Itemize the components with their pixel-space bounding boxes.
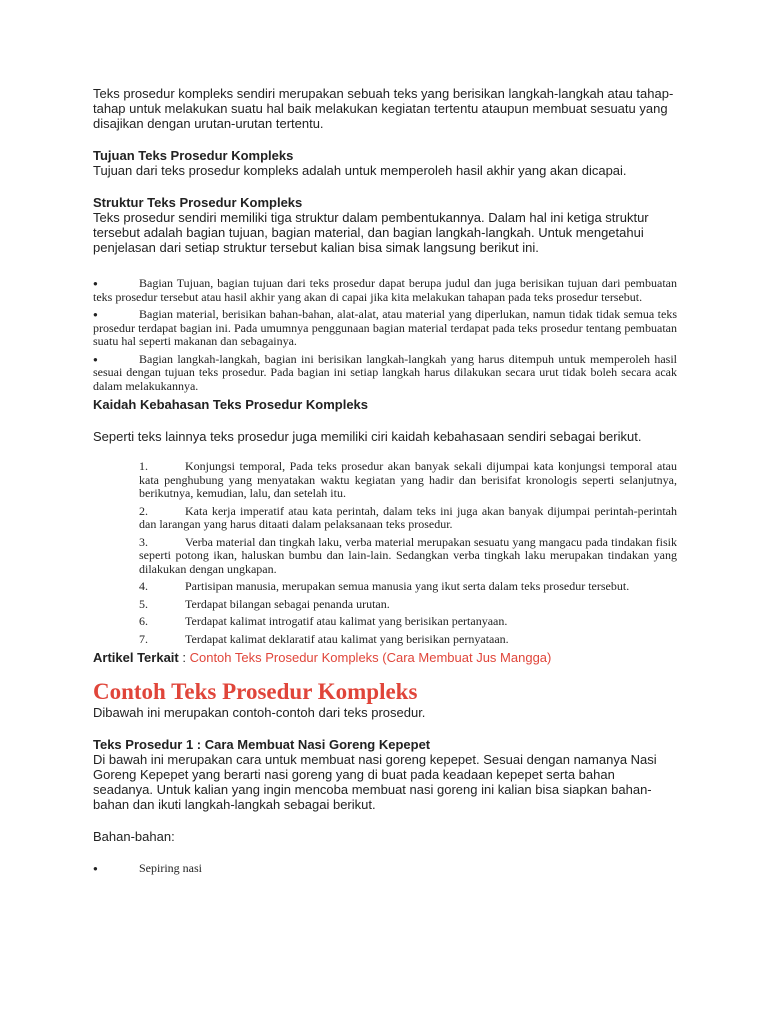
bahan-list <box>93 862 677 876</box>
list-item: 5. Terdapat bilangan sebagai penanda urutan. <box>139 596 390 611</box>
kaidah-numbered-list <box>93 460 677 646</box>
struktur-heading: Struktur Teks Prosedur Kompleks <box>93 195 303 210</box>
struktur-section <box>93 195 677 393</box>
struktur-bullet-list <box>93 277 677 393</box>
struktur-text: Teks prosedur sendiri memiliki tiga struktur dalam pembentukannya. Dalam hal ini ketiga struktur tersebut adalah bagian tujuan, bagian material, dan bagian langkah-langkah. Untuk mengetahui penjelasan dari setiap struktur tersebut kalian bisa simak langsung berikut ini. <box>93 210 649 255</box>
bahan-label: Bahan-bahan: <box>93 829 175 844</box>
list-item: ● Bagian langkah-langkah, bagian ini berisikan langkah-langkah yang harus ditempuh untuk memperoleh hasil sesuai dengan tujuan teks prosedur. Pada bagian ini setiap langkah harus dilakukan secara urut tidak boleh secara acak dalam melakukannya. <box>93 351 677 393</box>
contoh-intro: Dibawah ini merupakan contoh-contoh dari teks prosedur. <box>93 705 426 720</box>
list-item: 7. Terdapat kalimat deklaratif atau kalimat yang berisikan pernyataan. <box>139 631 509 646</box>
tujuan-section <box>93 148 677 178</box>
list-item: 4. Partisipan manusia, merupakan semua manusia yang ikut serta dalam teks prosedur tersebut. <box>139 579 630 593</box>
prosedur1-heading: Teks Prosedur 1 : Cara Membuat Nasi Goreng Kepepet <box>93 737 431 752</box>
bullet-icon: ● <box>93 864 98 873</box>
artikel-link[interactable]: Contoh Teks Prosedur Kompleks (Cara Membuat Jus Mangga) <box>189 650 552 665</box>
list-item: ● Bagian material, berisikan bahan-bahan, alat-alat, atau material yang diperlukan, namun tidak tidak semua teks prosedur terdapat bagian ini. Pada umumnya penggunaan bagian material terdapat pada teks prosedur tentang pembuatan suatu hal seperti makanan dan sebagainya. <box>93 307 677 348</box>
artikel-terkait: Artikel Terkait : Contoh Teks Prosedur Kompleks (Cara Membuat Jus Mangga) <box>93 650 552 665</box>
list-item: 6. Terdapat kalimat introgatif atau kalimat yang berisikan pertanyaan. <box>139 614 508 628</box>
list-item: ● Sepiring nasi <box>93 861 202 875</box>
kaidah-heading: Kaidah Kebahasan Teks Prosedur Kompleks <box>93 397 369 412</box>
artikel-label: Artikel Terkait <box>93 650 179 665</box>
list-item: 1. Konjungsi temporal, Pada teks prosedur akan banyak sekali dijumpai kata konjungsi temporal atau kata penghubung yang menyatakan waktu kegiatan yang hadir dan berisifat kronologis seperti selanjutnya, berikutnya, kemudian, lalu, dan setelah itu. <box>139 459 677 500</box>
document-page <box>93 86 677 880</box>
kaidah-section <box>93 397 677 646</box>
prosedur1-text: Di bawah ini merupakan cara untuk membuat nasi goreng kepepet. Sesuai dengan namanya Nasi Goreng Kepepet yang berarti nasi goreng yang di buat pada keadaan kepepet serta bahan seadanya. Untuk kalian yang ingin mencoba membuat nasi goreng ini kalian bisa siapkan bahan-bahan dan ikuti langkah-langkah sebagai berikut. <box>93 752 657 812</box>
bullet-icon: ● <box>93 310 98 319</box>
kaidah-text: Seperti teks lainnya teks prosedur juga memiliki ciri kaidah kebahasaan sendiri sebagai berikut. <box>93 429 642 444</box>
contoh-section <box>93 679 677 876</box>
list-item: ● Bagian Tujuan, bagian tujuan dari teks prosedur dapat berupa judul dan juga berisikan tujuan dari pembuatan teks prosedur tersebut atau hasil akhir yang akan di capai jika kita melakukan tahapan pada teks prosedur tersebut. <box>93 276 677 304</box>
intro-paragraph: Teks prosedur kompleks sendiri merupakan sebuah teks yang berisikan langkah-langkah atau tahap-tahap untuk melakukan suatu hal baik melakukan kegiatan tertentu ataupun membuat sesuatu yang disajikan dengan urutan-urutan tertentu. <box>93 86 674 131</box>
list-item: 3. Verba material dan tingkah laku, verba material merupakan sesuatu yang mangacu pada tindakan fisik seperti potong ikan, haluskan bumbu dan lain-lain. Sedangkan verba tingkah laku merupakan tindakan yang dilakukan dengan ungkapan. <box>139 534 677 576</box>
list-item: 2. Kata kerja imperatif atau kata perintah, dalam teks ini juga akan banyak dijumpai perintah-perintah dan larangan yang harus ditaati dalam pelaksanaan teks prosedur. <box>139 503 677 531</box>
contoh-title: Contoh Teks Prosedur Kompleks <box>93 679 418 704</box>
bullet-icon: ● <box>93 354 98 364</box>
tujuan-heading: Tujuan Teks Prosedur Kompleks <box>93 148 294 163</box>
tujuan-text: Tujuan dari teks prosedur kompleks adalah untuk memperoleh hasil akhir yang akan dicapai. <box>93 163 627 178</box>
bullet-icon: ● <box>93 279 98 288</box>
